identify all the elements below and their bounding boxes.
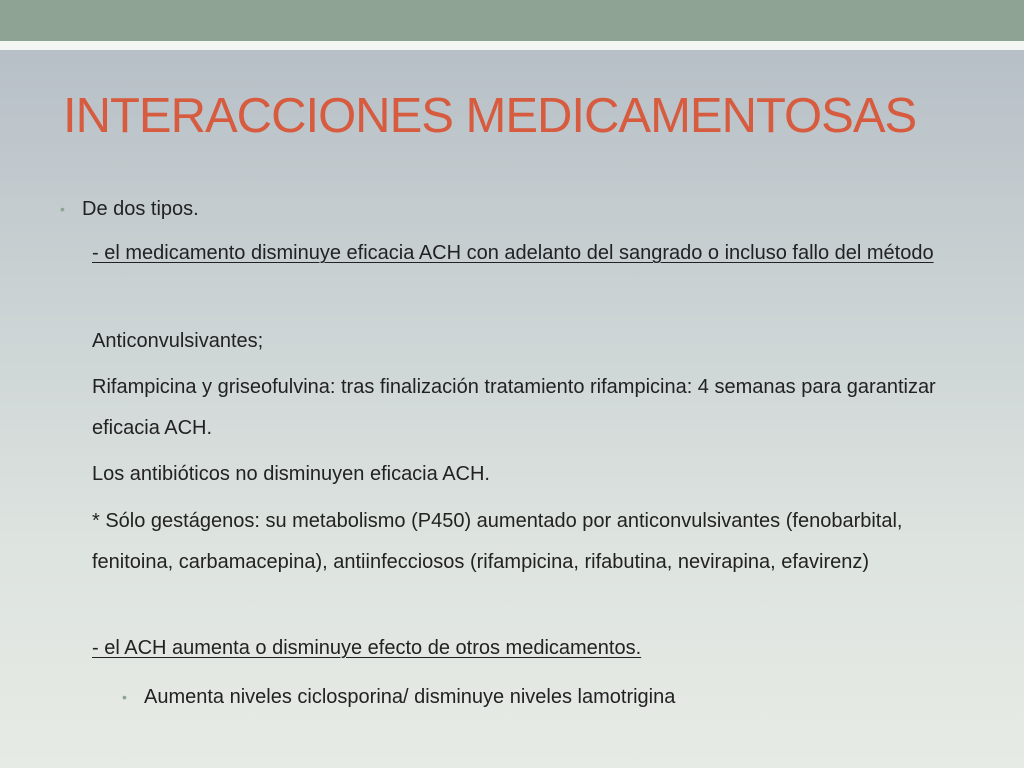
progestogens-paragraph: * Sólo gestágenos: su metabolismo (P450) aumentado por anticonvulsivantes (fenobarbital, fenitoina, carbamacepina), antiinfecciosos (rifampicina, rifabutina, nevirapina, efavirenz)	[92, 510, 903, 573]
interaction-type-2: - el ACH aumenta o disminuye efecto de otros medicamentos.	[92, 637, 642, 659]
sub-bullet-dot-icon: •	[122, 689, 127, 705]
antibiotics-line: Los antibióticos no disminuyen eficacia ACH.	[92, 463, 490, 485]
rifampicin-paragraph: Rifampicina y griseofulvina: tras finalización tratamiento rifampicina: 4 semanas para garantizar eficacia ACH.	[92, 376, 936, 439]
header-stripe	[0, 41, 1024, 50]
sub-bullet-text: Aumenta niveles ciclosporina/ disminuye niveles lamotrigina	[144, 686, 676, 708]
anticonvulsants-line: Anticonvulsivantes;	[92, 330, 264, 352]
header-band	[0, 0, 1024, 41]
bullet-dot-icon: •	[60, 201, 65, 217]
bullet-intro-text: De dos tipos.	[82, 198, 199, 220]
slide-title: INTERACCIONES MEDICAMENTOSAS	[63, 89, 917, 143]
interaction-type-1: - el medicamento disminuye eficacia ACH con adelanto del sangrado o incluso fallo del método	[92, 242, 934, 264]
